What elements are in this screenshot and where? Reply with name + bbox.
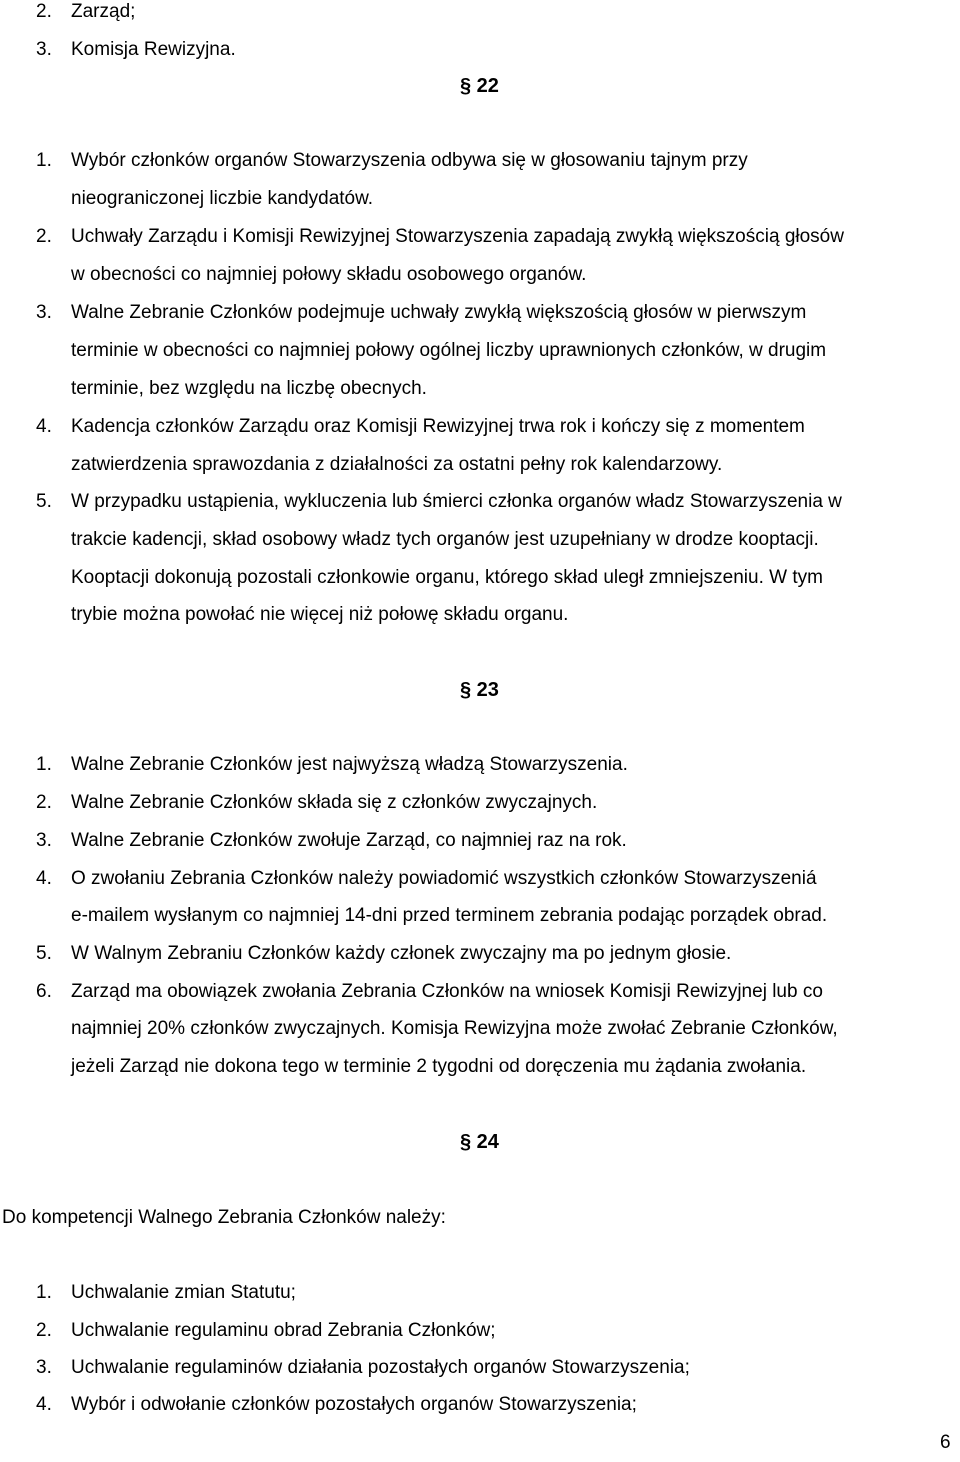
item-number: 2. xyxy=(36,792,52,813)
item-number: 3. xyxy=(36,830,52,851)
list-item xyxy=(0,0,960,24)
item-text: najmniej 20% członków zwyczajnych. Komisja Rewizyjna może zwołać Zebranie Członków, xyxy=(71,1018,838,1039)
item-number: 5. xyxy=(36,943,52,964)
list-item xyxy=(0,1281,960,1305)
list-item-continuation xyxy=(0,1055,960,1079)
item-text: e-mailem wysłanym co najmniej 14-dni przed terminem zebrania podając porządek obrad. xyxy=(71,905,828,926)
item-text: w obecności co najmniej połowy składu osobowego organów. xyxy=(71,264,587,285)
item-text: Walne Zebranie Członków podejmuje uchwały zwykłą większością głosów w pierwszym xyxy=(71,302,807,323)
section-intro xyxy=(0,1206,960,1230)
list-item xyxy=(0,225,960,249)
item-text: zatwierdzenia sprawozdania z działalności za ostatni pełny rok kalendarzowy. xyxy=(71,454,723,475)
list-item-continuation xyxy=(0,263,960,287)
item-text: O zwołaniu Zebrania Członków należy powiadomić wszystkich członków Stowarzyszeniá xyxy=(71,868,817,889)
item-text: Walne Zebranie Członków składa się z członków zwyczajnych. xyxy=(71,792,598,813)
list-item xyxy=(0,1393,960,1417)
list-item-continuation xyxy=(0,566,960,590)
list-item xyxy=(0,791,960,815)
item-text: Kadencja członków Zarządu oraz Komisji Rewizyjnej trwa rok i kończy się z momentem xyxy=(71,416,805,437)
item-text: Walne Zebranie Członków zwołuje Zarząd, co najmniej raz na rok. xyxy=(71,830,627,851)
item-number: 2. xyxy=(36,1320,52,1341)
item-number: 1. xyxy=(36,1282,52,1303)
item-text: Wybór członków organów Stowarzyszenia odbywa się w głosowaniu tajnym przy xyxy=(71,150,748,171)
list-item xyxy=(0,415,960,439)
list-item xyxy=(0,38,960,62)
item-number: 1. xyxy=(36,150,52,171)
list-item xyxy=(0,1319,960,1343)
item-text: Uchwalanie zmian Statutu; xyxy=(71,1282,296,1303)
item-text: trybie można powołać nie więcej niż połowę składu organu. xyxy=(71,604,569,625)
item-text: trakcie kadencji, skład osobowy władz tych organów jest uzupełniany w drodze kooptacji. xyxy=(71,529,819,550)
list-item xyxy=(0,1356,960,1380)
section-heading: § 24 xyxy=(460,1131,499,1153)
item-text: Walne Zebranie Członków jest najwyższą władzą Stowarzyszenia. xyxy=(71,754,628,775)
list-item xyxy=(0,149,960,173)
item-number: 1. xyxy=(36,754,52,775)
item-text: terminie, bez względu na liczbę obecnych. xyxy=(71,378,427,399)
item-text: Wybór i odwołanie członków pozostałych organów Stowarzyszenia; xyxy=(71,1394,637,1415)
item-text: jeżeli Zarząd nie dokona tego w terminie 2 tygodni od doręczenia mu żądania zwołania. xyxy=(71,1056,807,1077)
list-item xyxy=(0,867,960,891)
list-item-continuation xyxy=(0,603,960,627)
item-text: Zarząd; xyxy=(71,1,136,22)
item-number: 3. xyxy=(36,1357,52,1378)
list-item xyxy=(0,980,960,1004)
item-text: W przypadku ustąpienia, wykluczenia lub śmierci członka organów władz Stowarzyszenia w xyxy=(71,491,842,512)
item-text: Kooptacji dokonują pozostali członkowie organu, którego skład uległ zmniejszeniu. W tym xyxy=(71,567,823,588)
item-number: 3. xyxy=(36,302,52,323)
item-text: Uchwalanie regulaminu obrad Zebrania Członków; xyxy=(71,1320,496,1341)
item-text: Uchwały Zarządu i Komisji Rewizyjnej Stowarzyszenia zapadają zwykłą większością głosów xyxy=(71,226,844,247)
list-item xyxy=(0,829,960,853)
list-item-continuation xyxy=(0,528,960,552)
item-number: 4. xyxy=(36,416,52,437)
item-number: 5. xyxy=(36,491,52,512)
item-number: 3. xyxy=(36,39,52,60)
item-number: 4. xyxy=(36,1394,52,1415)
item-text: Zarząd ma obowiązek zwołania Zebrania Członków na wniosek Komisji Rewizyjnej lub co xyxy=(71,981,823,1002)
item-number: 2. xyxy=(36,1,52,22)
item-text: nieograniczonej liczbie kandydatów. xyxy=(71,188,374,209)
section-heading: § 23 xyxy=(460,679,499,701)
intro-text: Do kompetencji Walnego Zebrania Członków należy: xyxy=(2,1207,446,1228)
list-item xyxy=(0,490,960,514)
list-item-continuation xyxy=(0,339,960,363)
item-text: Komisja Rewizyjna. xyxy=(71,39,236,60)
item-number: 4. xyxy=(36,868,52,889)
item-text: W Walnym Zebraniu Członków każdy członek zwyczajny ma po jednym głosie. xyxy=(71,943,732,964)
list-item-continuation xyxy=(0,1017,960,1041)
item-text: Uchwalanie regulaminów działania pozostałych organów Stowarzyszenia; xyxy=(71,1357,690,1378)
list-item-continuation xyxy=(0,377,960,401)
item-number: 6. xyxy=(36,981,52,1002)
list-item xyxy=(0,753,960,777)
list-item-continuation xyxy=(0,187,960,211)
list-item-continuation xyxy=(0,453,960,477)
item-number: 2. xyxy=(36,226,52,247)
page-number: 6 xyxy=(940,1432,951,1453)
list-item xyxy=(0,942,960,966)
list-item xyxy=(0,301,960,325)
section-heading: § 22 xyxy=(460,75,499,97)
list-item-continuation xyxy=(0,904,960,928)
item-text: terminie w obecności co najmniej połowy ogólnej liczby uprawnionych członków, w drugim xyxy=(71,340,827,361)
